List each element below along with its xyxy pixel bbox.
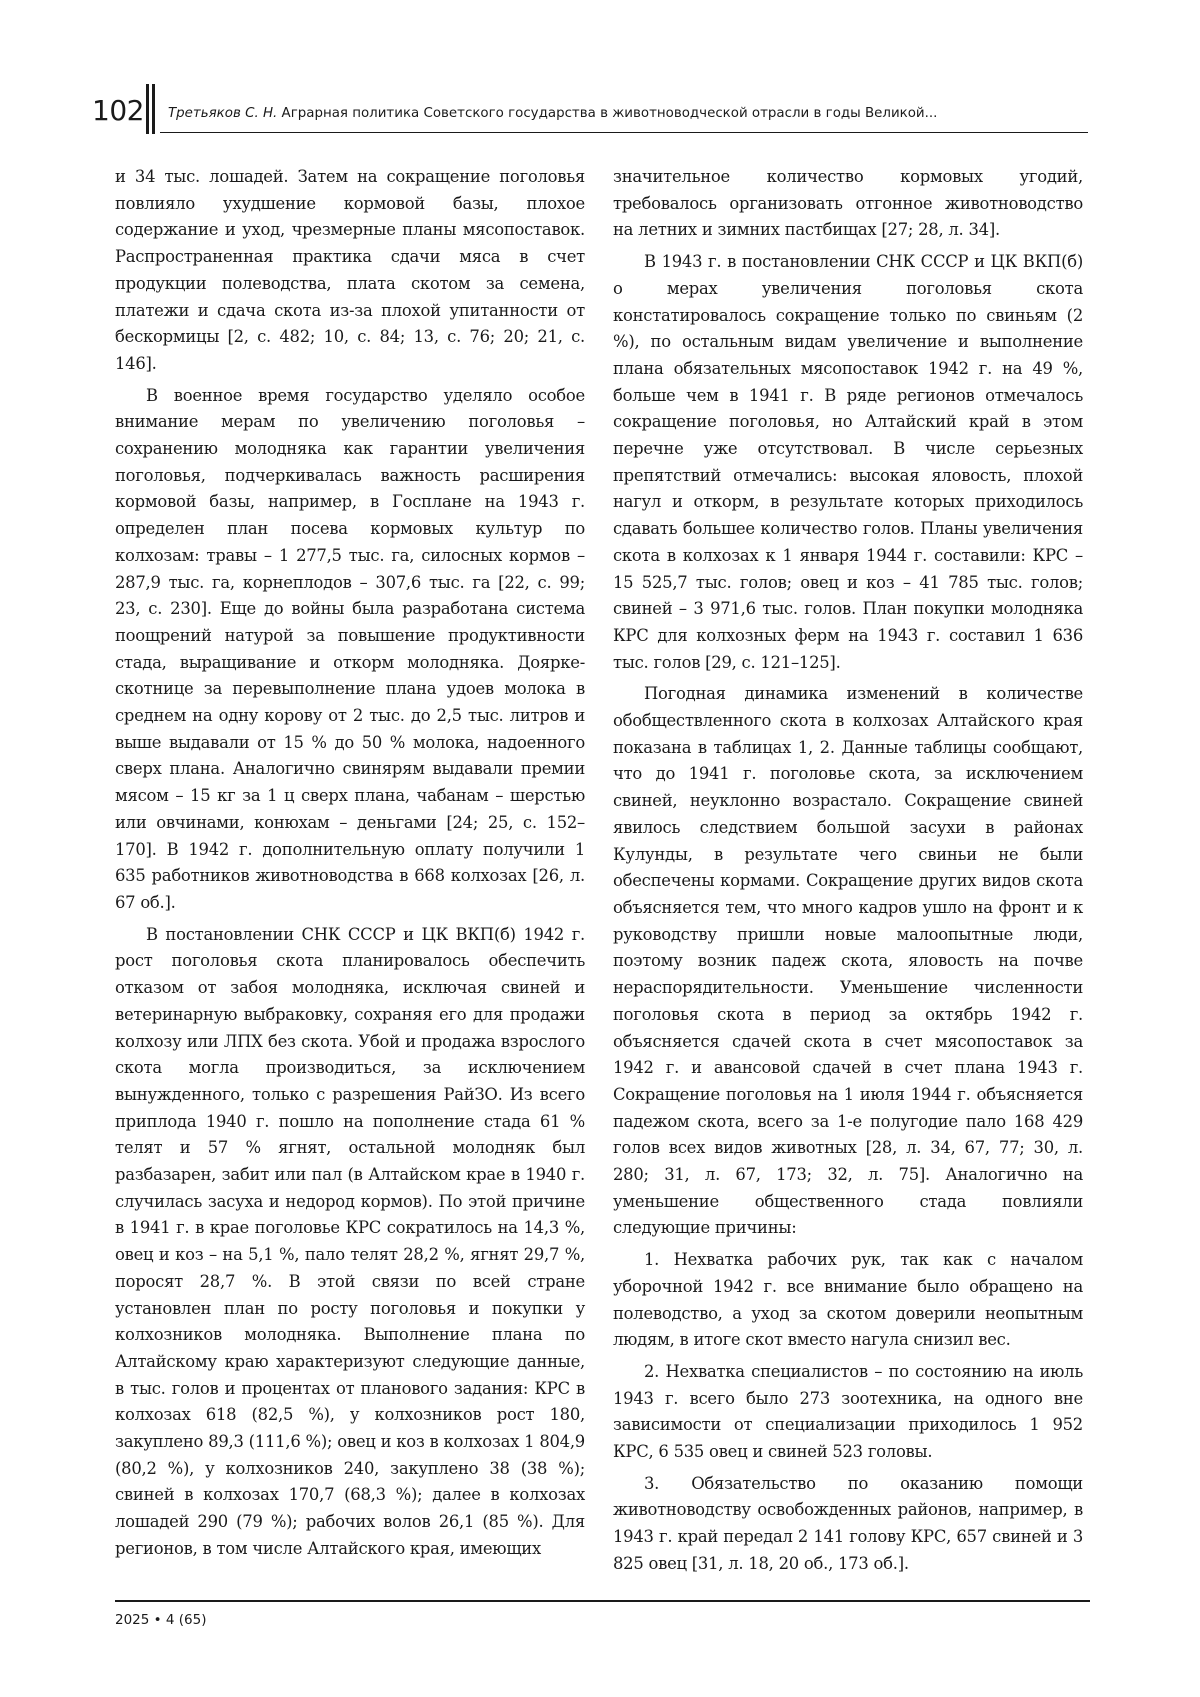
- header-rule: [160, 132, 1088, 133]
- paragraph: Погодная динамика изменений в количестве обобществленного скота в колхозах Алтайского края показана в таблицах 1, 2. Данные таблицы сообщают, что до 1941 г. поголовье скота, за исключением свиней, неуклонно возрастало. Сокращение свиней явилось следствием большой засухи в районах Кулунды, в результате чего свиньи не были обеспечены кормами. Сокращение других видов скота объясняется тем, что много кадров ушло на фронт и к руководству пришли новые малоопытные люди, поэтому возник падеж скота, яловость на почве нераспорядительности. Уменьшение численности поголовья скота в период за октябрь 1942 г. объясняется сдачей скота в счет мясопоставок за 1942 г. и авансовой сдачей в счет плана 1943 г. Сокращение поголовья на 1 июля 1944 г. объясняется падежом скота, всего за 1-е полугодие пало 168 429 голов всех видов животных [28, л. 34, 67, 77; 30, л. 280; 31, л. 67, 173; 32, л. 75]. Аналогично на уменьшение общественного стада повлияли следующие причины:: [613, 684, 1083, 1238]
- paragraph: В постановлении СНК СССР и ЦК ВКП(б) 1942 г. рост поголовья скота планировалось обеспечить отказом от забоя молодняка, исключая свиней и ветеринарную выбраковку, сохраняя его для продажи колхозу или ЛПХ без скота. Убой и продажа взрослого скота могла производиться, за исключением вынужденного, только с разрешения РайЗО. Из всего приплода 1940 г. пошло на пополнение стада 61 % телят и 57 % ягнят, остальной молодняк был разбазарен, забит или пал (в Алтайском крае в 1940 г. случилась засуха и недород кормов). По этой причине в 1941 г. в крае поголовье КРС сократилось на 14,3 %, овец и коз – на 5,1 %, пало телят 28,2 %, ягнят 29,7 %, поросят 28,7 %. В этой связи по всей стране установлен план по росту поголовья и покупки у колхозников молодняка. Выполнение плана по Алтайскому краю характеризуют следующие данные, в тыс. голов и процентах от планового задания: КРС в колхозах 618 (82,5 %), у колхозников рост 180, закуплено 89,3 (111,6 %); овец и коз в колхозах 1 804,9 (80,2 %), у колхозников 240, закуплено 38 (38 %); свиней в колхозах 170,7 (68,3 %); далее в колхозах лошадей 290 (79 %); рабочих волов 26,1 (85 %). Для регионов, в том числе Алтайского края, имеющих: [115, 924, 585, 1558]
- paragraph: и 34 тыс. лошадей. Затем на сокращение поголовья повлияло ухудшение кормовой базы, плохое содержание и уход, чрезмерные планы мясопоставок. Распространенная практика сдачи мяса в счет продукции полеводства, плата скотом за семена, платежи и сдача скота из-за плохой упитанности от бескормицы [2, с. 482; 10, с. 84; 13, с. 76; 20; 21, с. 146].: [115, 167, 585, 373]
- list-item: 3. Обязательство по оказанию помощи животноводству освобожденных районов, например, в 1943 г. край передал 2 141 голову КРС, 657 свиней и 3 825 овец [31, л. 18, 20 об., 173 об.].: [613, 1473, 1083, 1573]
- left-column: [115, 164, 585, 1568]
- running-title: [168, 106, 937, 121]
- paragraph: значительное количество кормовых угодий, требовалось организовать отгонное животноводство на летних и зимних пастбищах [27; 28, л. 34].: [613, 167, 1083, 240]
- footer-rule: [115, 1600, 1090, 1602]
- right-column: [613, 164, 1083, 1583]
- header-divider-bar: [152, 84, 155, 134]
- issue-number: 2025 • 4 (65): [115, 1612, 207, 1628]
- list-item: 1. Нехватка рабочих рук, так как с началом уборочной 1942 г. все внимание было обращено на полеводство, а уход за скотом доверили неопытным людям, в итоге скот вместо нагула снизил вес.: [613, 1250, 1083, 1350]
- list-item: 2. Нехватка специалистов – по состоянию на июль 1943 г. всего было 273 зоотехника, на одного вне зависимости от специализации приходилось 1 952 КРС, 6 535 овец и свиней 523 головы.: [613, 1361, 1083, 1462]
- running-title-text: Аграрная политика Советского государства в животноводческой отрасли в годы Великой...: [277, 106, 938, 121]
- paragraph: В 1943 г. в постановлении СНК СССР и ЦК ВКП(б) о мерах увеличения поголовья скота констатировалось сокращение только по свиньям (2 %), по остальным видам увеличение и выполнение плана обязательных мясопоставок 1942 г. на 49 %, больше чем в 1941 г. В ряде регионов отмечалось сокращение поголовья, но Алтайский край в этом перечне уже отсутствовал. В числе серьезных препятствий отмечались: высокая яловость, плохой нагул и откорм, в результате которых приходилось сдавать большее количество голов. Планы увеличения скота в колхозах к 1 января 1944 г. составили: КРС – 15 525,7 тыс. голов; овец и коз – 41 785 тыс. голов; свиней – 3 971,6 тыс. голов. План покупки молодняка КРС для колхозных ферм на 1943 г. составил 1 636 тыс. голов [29, с. 121–125].: [613, 252, 1083, 672]
- page-number: 102: [92, 94, 144, 127]
- header-divider-bar: [146, 84, 149, 134]
- running-title-author: Третьяков С. Н.: [168, 106, 278, 121]
- paragraph: В военное время государство уделяло особое внимание мерам по увеличению поголовья – сохранению молодняка как гарантии увеличения поголовья, подчеркивалась важность расширения кормовой базы, например, в Госплане на 1943 г. определен план посева кормовых культур по колхозам: травы – 1 277,5 тыс. га, силосных кормов – 287,9 тыс. га, корнеплодов – 307,6 тыс. га [22, с. 99; 23, с. 230]. Еще до войны была разработана система поощрений натурой за повышение продуктивности стада, выращивание и откорм молодняка. Доярке-скотнице за перевыполнение плана удоев молока в среднем на одну корову от 2 тыс. до 2,5 тыс. литров и выше выдавали от 15 % до 50 % молока, надоенного сверх плана. Аналогично свинярям выдавали премии мясом – 15 кг за 1 ц сверх плана, чабанам – шерстью или овчинами, конюхам – деньгами [24; 25, с. 152–170]. В 1942 г. дополнительную оплату получили 1 635 работников животноводства в 668 колхозах [26, л. 67 об.].: [115, 385, 585, 912]
